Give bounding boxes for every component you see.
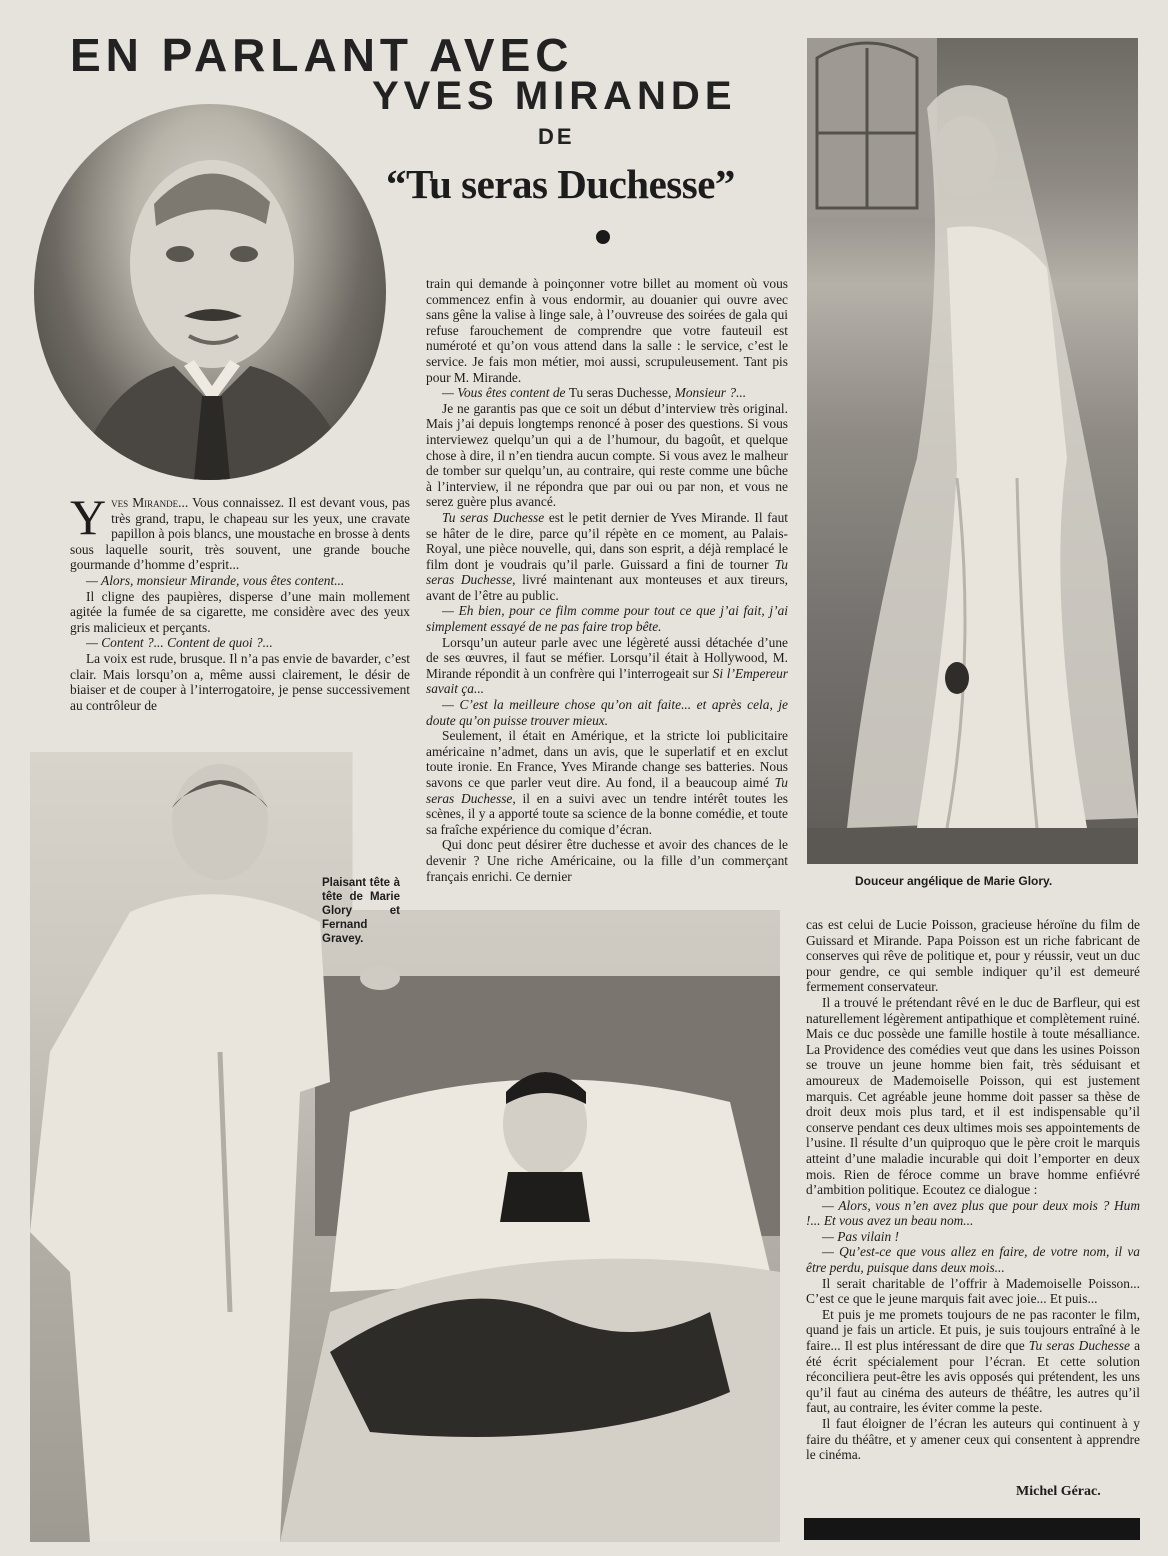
film-title-inline: Tu seras Duchesse xyxy=(1028,1338,1130,1354)
dialogue-line: — Content ?... Content de quoi ?... xyxy=(86,635,273,651)
dialogue-line: — Qu’est-ce que vous allez en faire, de votre nom, il va être perdu, puisque dans deux mois... xyxy=(806,1244,1140,1276)
dialogue-line: — Alors, monsieur Mirande, vous êtes content... xyxy=(86,572,345,588)
paragraph: La voix est rude, brusque. Il n’a pas envie de bavarder, c’est clair. Mais lorsqu’on a, même aussi clairement, le désir de biaiser et de couper à l’interrogatoire, je pense successivement au contrôleur de xyxy=(70,650,410,713)
bride-photo xyxy=(807,38,1138,864)
paragraph: , il en a suivi avec un tendre intérêt toutes les scènes, il y a apporté toute sa science de la bonne comédie, et toute sa fraîche expérience du comique d’écran. xyxy=(426,790,788,837)
dialogue-line: — Vous êtes content de xyxy=(442,385,569,401)
article-column-3 xyxy=(806,917,1140,1479)
title-line-1: EN PARLANT AVEC xyxy=(70,29,574,81)
paragraph: train qui demande à poinçonner votre billet au moment où vous commencez enfin à vous endormir, au douanier qui ouvre avec sans gêne la valise à linge sale, à l’ouvreuse des soirées de gala qui refuse farouchement de comprendre que votre fauteuil est numéroté et qu’on vous attend dans la salle : le service, c’est le service. Je fais mon métier, moi aussi, scrupuleusement. Tant pis pour M. Mirande. xyxy=(426,276,788,385)
paragraph: Il a trouvé le prétendant rêvé en le duc de Barfleur, qui est naturellement légèrement antipathique et complètement ruiné. Mais ce duc possède une famille hostile à toute mésalliance. La Providence des comédies veut que dans les usines Poisson se trouve un jeune homme bien fait, très séduisant et amoureux de Mademoiselle Poisson, qui est justement marquis. Cet agréable jeune homme doit passer sa thèse de droit deux mois plus tard, et il est indispensable qu’il conserve pendant ces deux ultimes mois ses appointements de l’usine. Il résulte d’un quiproquo que le père croit le marquis atteint d’une maladie incurable qui doit l’emporter en deux mois. Rien de féroce comme un brave homme enfiévré d’ambition politique. Ecoutez ce dialogue : xyxy=(806,994,1140,1198)
article-column-2 xyxy=(426,276,788,948)
dialogue-line: — Eh bien, pour ce film comme pour tout ce que j’ai fait, j’ai simplement essayé de ne pas faire trop bête. xyxy=(426,603,788,635)
paragraph: Je ne garantis pas que ce soit un début d’interview très original. Mais j’ai depuis longtemps renoncé à poser des questions. Si vous interviewez quelqu’un qui a de l’humour, du bagoût, et quelque chose à dire, il n’en tiendra aucun compte. Si vous avez le malheur de tomber sur quelqu’un, au contraire, qui reste comme une bûche à l’interview, il ne répondra que par oui ou par non, et vous ne serez guère plus avancé. xyxy=(426,400,788,510)
title-line-3: DE xyxy=(538,124,575,149)
paragraph: cas est celui de Lucie Poisson, gracieuse héroïne du film de Guissard et Mirande. Papa Poisson est un riche fabricant de conserves qui rêve de politique et, pour y réussir, veut un duc pour gendre, ce qui semble indiquer qu’il est demeuré fermement conservateur. xyxy=(806,917,1140,995)
article-column-1 xyxy=(70,495,410,723)
film-title: “Tu seras Duchesse” xyxy=(386,161,735,207)
portrait-photo xyxy=(34,104,386,480)
film-title-inline: Tu seras Duchesse xyxy=(568,385,668,401)
film-title-inline: Si l’Empereur savait ça... xyxy=(426,665,788,697)
paragraph: Et puis je me promets toujours de ne pas raconter le film, quand je fais un article. Et puis, je suis toujours entraîné à le faire... Il est plus intéressant de dire que xyxy=(806,1306,1140,1354)
closing-rule xyxy=(804,1518,1140,1540)
paragraph: , livré maintenant aux monteuses et aux tireurs, avant de l’être au public. xyxy=(426,572,788,603)
title-line-2: YVES MIRANDE xyxy=(372,74,737,118)
film-title-inline: Tu seras Duchesse xyxy=(426,775,788,806)
portrait-figure xyxy=(34,104,386,480)
dialogue-line: — C’est la meilleure chose qu’on ait faite... et après cela, je doute qu’on puisse trouver mieux. xyxy=(426,697,788,728)
scene-caption: Plaisant tête à tête de Marie Glory et Fernand Gravey. xyxy=(322,877,400,945)
paragraph: est le petit dernier de Yves Mirande. Il faut se hâter de le dire, parce qu’il répète en ce moment, au Palais-Royal, une pièce nouvelle, qui, dans son esprit, a déjà remplacé le film dont je voudrais qu’il parle. Guissard a fini de tourner xyxy=(426,509,788,572)
dialogue-line: — Pas vilain ! xyxy=(822,1228,899,1244)
paragraph: Il faut éloigner de l’écran les auteurs qui continuent à y faire du théâtre, et y amener ceux qui consentent à apprendre le cinéma. xyxy=(806,1416,1140,1463)
lead-name: ves Mirande xyxy=(111,495,179,510)
paragraph: Il serait charitable de l’offrir à Mademoiselle Poisson... C’est ce que le jeune marquis fait avec joie... Et puis... xyxy=(806,1275,1140,1307)
film-title-inline: Tu seras Duchesse xyxy=(426,556,788,588)
paragraph: Seulement, il était en Amérique, et la stricte loi publicitaire américaine n’admet, dans un avis, que le superlatif et en exclut toute ironie. En France, Yves Mirande change ses batteries. Nous savons ce que parler veut dire. Au fond, il a beaucoup aimé xyxy=(426,728,788,790)
paragraph: Qui donc peut désirer être duchesse et avoir des chances de le devenir ? Une riche Américaine, ou la fille d’un commerçant français enrichi. Ce dernier xyxy=(426,837,788,884)
author-signature: Michel Gérac. xyxy=(1016,1484,1101,1499)
lead-text: ... Vous connaissez. Il est devant vous, pas très grand, trapu, le chapeau sur les yeux, une cravate papillon à pois blancs, une moustache en brosse à dents sous laquelle sourit, très souvent, une grande bouche gourmande d’homme d’esprit... xyxy=(70,495,410,573)
paragraph: a été écrit spécialement pour l’écran. Et cette solution réconciliera peut-être les avis opposés qui prétendent, les uns qu’il faut au cinéma des auteurs de théâtre, les autres qu’il faut, au contraire, les éviter comme la peste. xyxy=(806,1338,1140,1416)
dialogue-line: , Monsieur ?... xyxy=(668,385,747,401)
film-title-inline: Tu seras Duchesse xyxy=(442,509,545,525)
paragraph: Il cligne des paupières, disperse d’une main mollement agitée la fumée de sa cigarette, me considère avec des yeux gris malicieux et perçants. xyxy=(70,588,410,635)
bride-caption: Douceur angélique de Marie Glory. xyxy=(855,874,1053,888)
bullet-ornament xyxy=(596,230,610,244)
paragraph: Lorsqu’un auteur parle avec une légèreté aussi détachée d’une de ses œuvres, il faut se méfier. Lorsqu’il était à Hollywood, M. Mirande répondit à un confrère qui l’interrogeait sur xyxy=(426,634,788,681)
drop-cap: Y xyxy=(70,495,107,545)
dialogue-line: — Alors, vous n’en avez plus que pour deux mois ? Hum !... Et vous avez un beau nom... xyxy=(806,1197,1140,1229)
bride-figure xyxy=(807,38,1138,864)
